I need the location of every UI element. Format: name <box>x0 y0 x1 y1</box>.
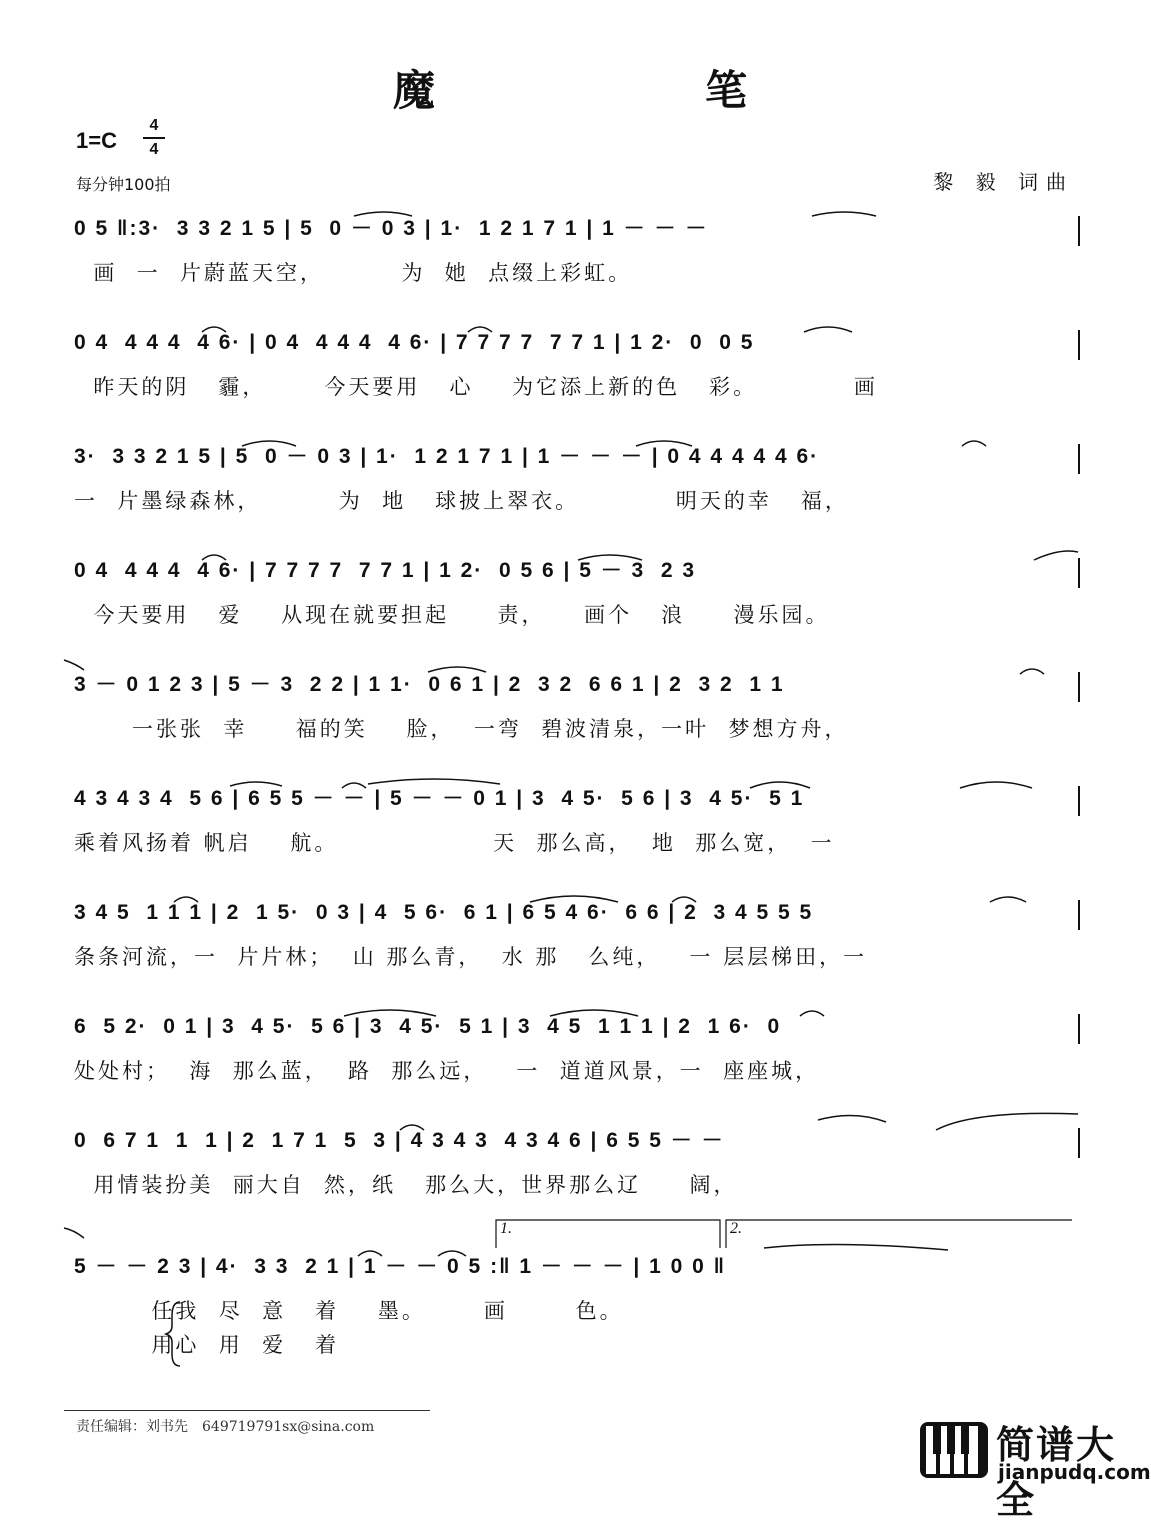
lyrics-line: 昨天的阴 霾， 今天要用 心 为它添上新的色 彩。 画 <box>74 375 878 399</box>
tempo-marking: 每分钟100拍 <box>76 175 171 194</box>
lyrics-line: 今天要用 爱 从现在就要担起 责， 画个 浪 漫乐园。 <box>74 603 830 627</box>
lyrics-line: 用情装扮美 丽大自 然，纸 那么大，世界那么辽 阔， <box>74 1173 738 1197</box>
piano-keys-icon <box>920 1422 990 1478</box>
staff-system-6 <box>74 782 1080 892</box>
verse-brace <box>170 1296 210 1376</box>
staff-system-4 <box>74 554 1080 664</box>
notation-line: 4 3 4 3 4 5 6 | 6 5 5 － － | 5 － － 0 1 | 3 4 5· 5 6 | 3 4 5· 5 1 <box>74 787 805 810</box>
notation-line: 0 6 7 1 1 1 | 2 1 7 1 5 3 | 4 3 4 3 4 3 4 6 | 6 5 5 － － <box>74 1129 725 1152</box>
notation-line: 3· 3 3 2 1 5 | 5 0 － 0 3 | 1· 1 2 1 7 1 | 1 － － － | 0 4 4 4 4 4 6· <box>74 445 820 468</box>
lyrics-line: 画 一 片蔚蓝天空， 为 她 点缀上彩虹。 <box>74 261 633 285</box>
staff-system-7 <box>74 896 1080 1006</box>
site-logo <box>912 1414 1151 1522</box>
lyrics-line: 任我 尽 意 着 墨。 画 色。 <box>74 1299 624 1323</box>
staff-system-5 <box>74 668 1080 778</box>
notation-line: 0 5 ‖:3· 3 3 2 1 5 | 5 0 － 0 3 | 1· 1 2 1 7 1 | 1 － － － <box>74 217 709 240</box>
lyrics-line: 条条河流，一 片片林； 山 那么青， 水 那 么纯， 一 层层梯田，一 <box>74 945 868 969</box>
staff-system-1 <box>74 212 1080 322</box>
lyrics-line: 处处村； 海 那么蓝， 路 那么远， 一 道道风景，一 座座城， <box>74 1059 820 1083</box>
score-title: 魔 笔 <box>392 66 809 115</box>
volta-first-ending: 1. <box>500 1220 512 1237</box>
notation-line: 0 4 4 4 4 4 6· | 7 7 7 7 7 7 1 | 1 2· 0 5 6 | 5 － 3 2 3 <box>74 559 697 582</box>
notation-line: 6 5 2· 0 1 | 3 4 5· 5 6 | 3 4 5· 5 1 | 3 4 5 1 1 1 | 2 1 6· 0 <box>74 1015 782 1038</box>
notation-line: 3 4 5 1 1 1 | 2 1 5· 0 3 | 4 5 6· 6 1 | 6 5 4 6· 6 6 | 2 3 4 5 5 5 <box>74 901 814 924</box>
staff-system-2 <box>74 326 1080 436</box>
lyrics-line: 一张张 幸 福的笑 脸， 一弯 碧波清泉，一叶 梦想方舟， <box>74 717 849 741</box>
staff-system-3 <box>74 440 1080 550</box>
meter-top: 4 <box>149 117 159 134</box>
key-signature: 1=C <box>76 128 117 153</box>
logo-name: 简谱大全 <box>996 1423 1117 1522</box>
meter-bottom: 4 <box>149 141 159 158</box>
lyrics-line: 乘着风扬着 帆启 航。 天 那么高， 地 那么宽， 一 <box>74 831 835 855</box>
lyrics-line: 一 片墨绿森林， 为 地 球披上翠衣。 明天的幸 福， <box>74 489 849 513</box>
notation-line: 3 － 0 1 2 3 | 5 － 3 2 2 | 1 1· 0 6 1 | 2 3 2 6 6 1 | 2 3 2 1 1 <box>74 673 785 696</box>
notation-line: 0 4 4 4 4 4 6· | 0 4 4 4 4 4 6· | 7 7 7 7 7 7 1 | 1 2· 0 0 5 <box>74 331 755 354</box>
footer-divider <box>64 1410 430 1411</box>
lyrics-line-verse-2: 用心 用 爱 着 <box>74 1333 340 1357</box>
staff-system-8 <box>74 1010 1080 1120</box>
logo-url: jianpudq.com <box>998 1460 1151 1484</box>
volta-second-ending: 2. <box>730 1220 742 1237</box>
footer-editor-credit: 责任编辑：刘书先 649719791sx@sina.com <box>76 1419 375 1435</box>
notation-line: 5 － － 2 3 | 4· 3 3 2 1 | 1 － － 0 5 :‖ 1 － － － | 1 0 0 ‖ <box>74 1255 727 1278</box>
composer-credit: 黎 毅 词曲 <box>933 170 1074 194</box>
time-signature <box>143 116 165 160</box>
staff-system-10 <box>74 1220 1080 1360</box>
